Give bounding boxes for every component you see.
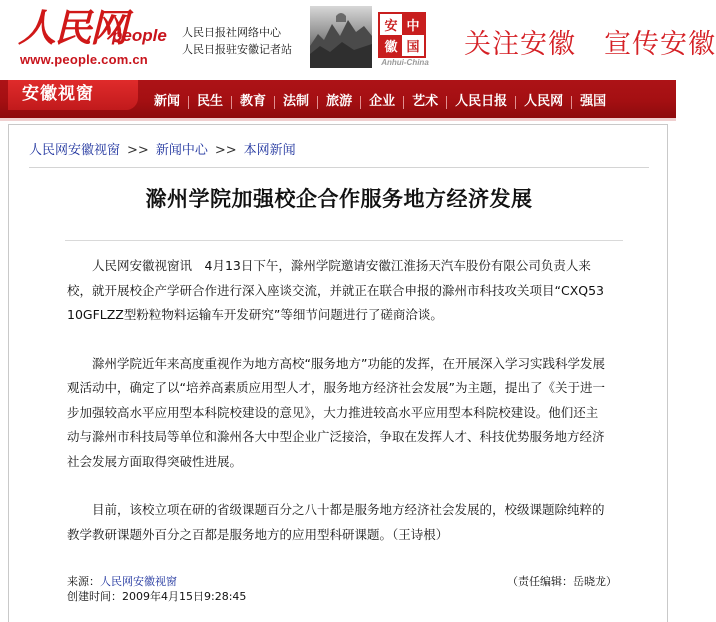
- seal-char: 国: [406, 40, 420, 55]
- nav-item-peoples-daily[interactable]: 人民日报: [455, 94, 508, 109]
- nav-separator: [317, 96, 318, 109]
- banner-slogan: 关注安徽 宣传安徽: [464, 29, 716, 60]
- header-org-lines: [182, 24, 292, 58]
- header-line-1: 人民日报社网络中心: [182, 26, 281, 39]
- responsible-editor: （责任编辑：岳晓龙）: [507, 575, 617, 588]
- nav-item-news[interactable]: 新闻: [154, 94, 181, 109]
- logo-english: people: [112, 26, 167, 45]
- nav-item-arts[interactable]: 艺术: [412, 94, 439, 109]
- nav-item-people-net[interactable]: 人民网: [524, 94, 564, 109]
- nav-separator: [571, 96, 572, 109]
- header-line-2: 人民日报驻安徽记者站: [182, 43, 292, 56]
- main-nav: [0, 80, 676, 118]
- article-paragraph: 人民网安徽视窗讯 4月13日下午，滁州学院邀请安徽江淮扬天汽车股份有限公司负责人来校，就开展校企产学研合作进行深入座谈交流，并就正在联合申报的滁州市科技攻关项目“CXQ5310GFLZZ型粉粒物料运输车开发研究”等细节问题进行了磋商洽谈。: [67, 258, 605, 322]
- nav-item-business[interactable]: 企业: [369, 94, 396, 109]
- source-label: 来源：: [67, 575, 100, 588]
- seal-grid: [378, 12, 426, 58]
- created-time: 2009年4月15日9:28:45: [122, 590, 247, 603]
- seal-char: 安: [384, 19, 398, 34]
- seal-char: 徽: [380, 35, 402, 56]
- banner-slogan-area: [440, 0, 716, 76]
- logo-url: www.people.com.cn: [20, 52, 148, 67]
- nav-items: [146, 92, 614, 112]
- breadcrumb-link-site-news[interactable]: 本网新闻: [243, 143, 296, 158]
- nav-item-education[interactable]: 教育: [240, 94, 267, 109]
- nav-item-travel[interactable]: 旅游: [326, 94, 353, 109]
- people-logo[interactable]: [14, 6, 179, 68]
- article-paragraph: 滁州学院近年来高度重视作为地方高校“服务地方”功能的发挥，在开展深入学习实践科学发展观活动中，确定了以“培养高素质应用型人才，服务地方经济社会发展”为主题，提出了《关于进一步加强较高水平应用型本科院校建设的意见》，大力推进较高水平应用型本科院校建设。他们还主动与滁州市科技局等单位和滁州各大中型企业广泛接洽，争取在发挥人才、科技优势服务地方经济社会发展方面取得突破性进展。: [67, 355, 605, 469]
- nav-separator: [403, 96, 404, 109]
- seal-caption: Anhui-China: [381, 58, 429, 67]
- banner-landscape-image: [310, 6, 372, 68]
- nav-item-livelihood[interactable]: 民生: [197, 94, 224, 109]
- nav-separator: [515, 96, 516, 109]
- article-body: [67, 254, 605, 571]
- article-meta: [67, 574, 617, 604]
- source-link[interactable]: 人民网安徽视窗: [100, 575, 177, 588]
- logo-chinese: 人民网: [18, 5, 127, 50]
- breadcrumb-separator: >>: [214, 143, 237, 158]
- title-divider: [65, 240, 623, 241]
- article-paragraph: 目前，该校立项在研的省级课题百分之八十都是服务地方经济社会发展的，校级课题除纯粹的教学教研课题外百分之百都是服务地方的应用型科研课题。（王诗根）: [67, 502, 605, 542]
- nav-separator: [360, 96, 361, 109]
- article-frame: [8, 124, 668, 622]
- breadcrumb-link-home[interactable]: 人民网安徽视窗: [29, 143, 121, 158]
- nav-item-legal[interactable]: 法制: [283, 94, 310, 109]
- nav-underline: [0, 118, 676, 121]
- created-line: [67, 589, 617, 604]
- nav-separator: [446, 96, 447, 109]
- nav-brand[interactable]: 安徽视窗: [8, 80, 138, 110]
- nav-separator: [274, 96, 275, 109]
- nav-separator: [231, 96, 232, 109]
- breadcrumb-link-news-center[interactable]: 新闻中心: [155, 143, 208, 158]
- anhui-seal: [372, 10, 438, 66]
- created-label: 创建时间：: [67, 590, 122, 603]
- seal-char: 中: [402, 14, 424, 35]
- breadcrumb-separator: >>: [127, 143, 149, 158]
- nav-separator: [188, 96, 189, 109]
- breadcrumb: [29, 139, 296, 158]
- breadcrumb-divider: [29, 167, 649, 168]
- article-title: 滁州学院加强校企合作服务地方经济发展: [145, 186, 533, 211]
- nav-item-strong-nation[interactable]: 强国: [580, 94, 607, 109]
- site-header: [0, 0, 716, 76]
